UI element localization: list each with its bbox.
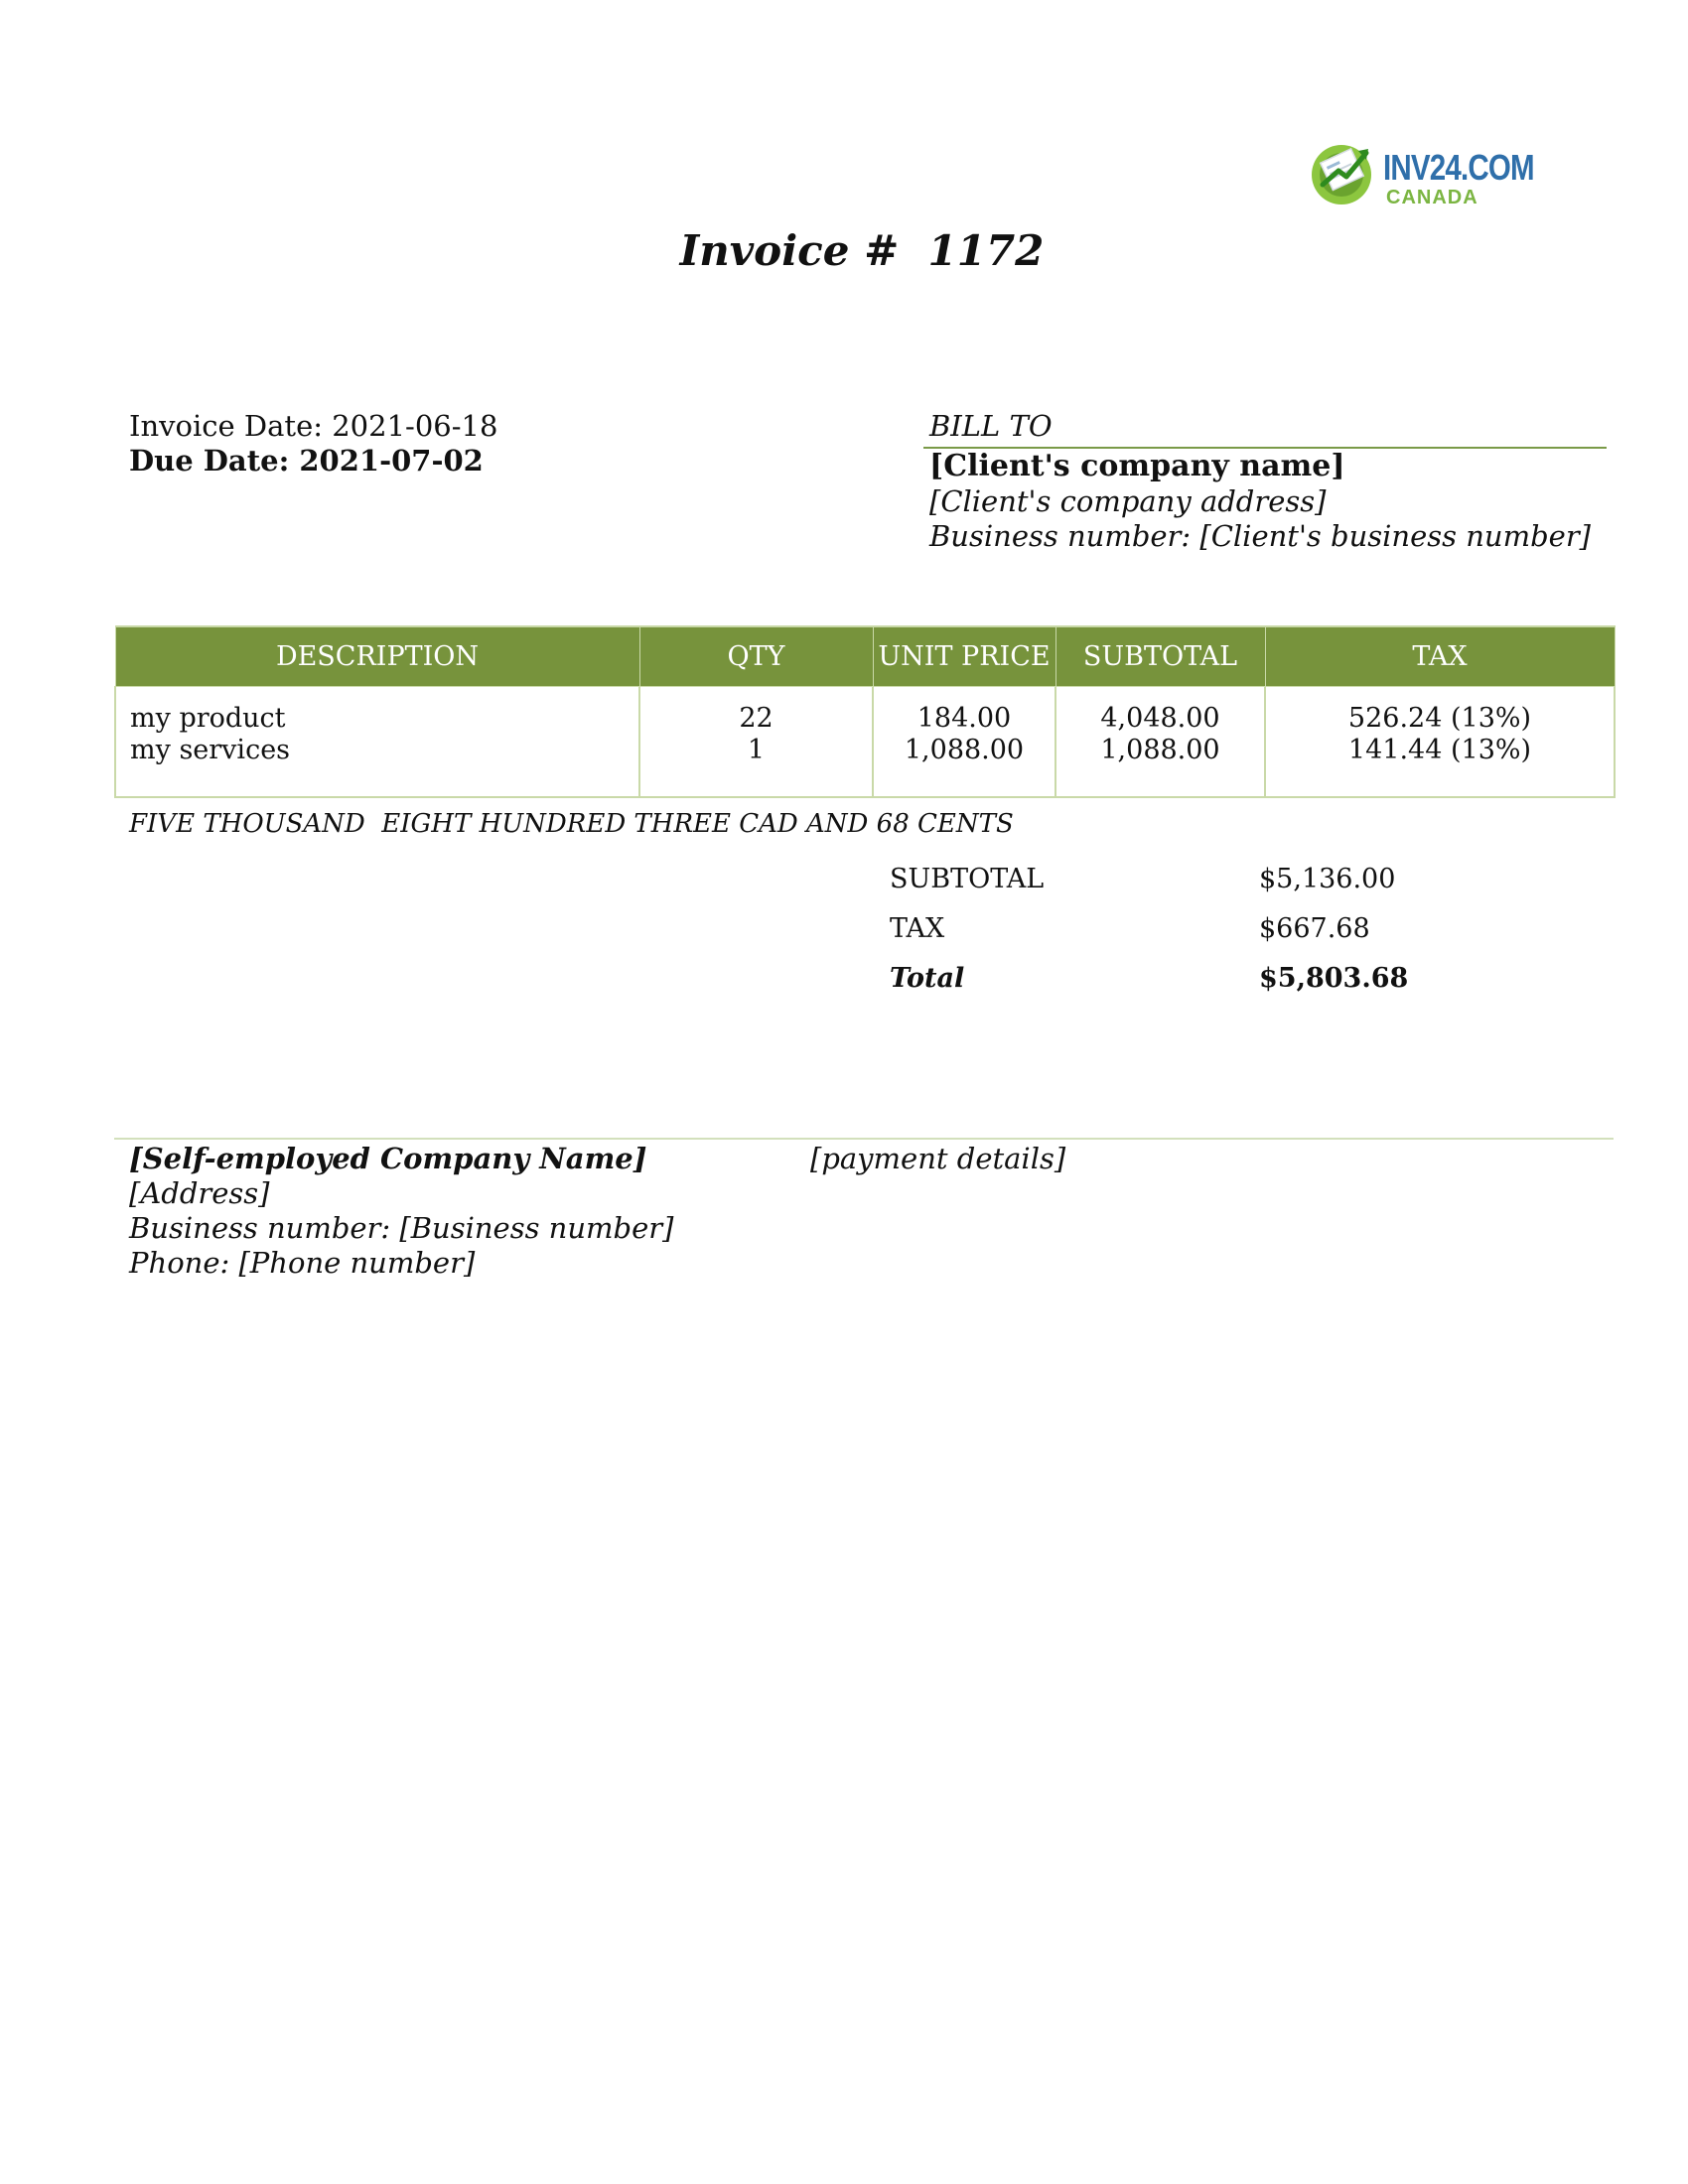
company-logo — [1309, 135, 1534, 214]
tax-value: $667.68 — [1259, 913, 1370, 944]
total-label: Total — [890, 963, 965, 994]
table-row — [115, 687, 1615, 798]
subtotal-cell — [1055, 687, 1265, 798]
line-items-table — [114, 625, 1616, 798]
column-header-subtotal: SUBTOTAL — [1055, 626, 1265, 687]
client-company-address: [Client's company address] — [929, 484, 1327, 518]
table-header-row — [115, 626, 1615, 687]
amount-in-words: FIVE THOUSAND EIGHT HUNDRED THREE CAD AND 68 CENTS — [129, 809, 1014, 839]
item-unit-price: 184.00 — [916, 703, 1012, 734]
item-tax: 526.24 (13%) — [1347, 703, 1532, 734]
seller-address: [Address] — [129, 1176, 270, 1210]
item-unit-price: 1,088.00 — [904, 735, 1025, 765]
logo-main-text: INV24.COM — [1383, 147, 1534, 188]
payment-details: [payment details] — [810, 1142, 1066, 1175]
due-date: Due Date: 2021-07-02 — [129, 444, 484, 478]
column-header-description: DESCRIPTION — [115, 626, 639, 687]
item-description: my product — [130, 703, 286, 734]
footer-divider — [114, 1138, 1614, 1140]
column-header-qty: QTY — [639, 626, 873, 687]
item-subtotal: 1,088.00 — [1100, 735, 1220, 765]
column-header-unit-price: UNIT PRICE — [873, 626, 1055, 687]
seller-company-name: [Self-employed Company Name] — [129, 1142, 647, 1175]
total-value: $5,803.68 — [1259, 963, 1409, 994]
client-business-number: Business number: [Client's business number] — [929, 519, 1591, 553]
item-subtotal: 4,048.00 — [1100, 703, 1220, 734]
client-company-name: [Client's company name] — [929, 449, 1345, 483]
invoice-growth-arrow-icon — [1309, 135, 1380, 206]
subtotal-label: SUBTOTAL — [890, 864, 1045, 894]
item-qty: 22 — [739, 703, 774, 734]
subtotal-value: $5,136.00 — [1259, 864, 1396, 894]
invoice-title: Invoice # 1172 — [679, 226, 1045, 275]
invoice-date: Invoice Date: 2021-06-18 — [129, 409, 498, 443]
bill-to-label: BILL TO — [929, 409, 1053, 443]
description-cell — [115, 687, 639, 798]
item-tax: 141.44 (13%) — [1347, 735, 1532, 765]
unit-price-cell — [873, 687, 1055, 798]
item-description: my services — [130, 735, 291, 765]
tax-cell — [1265, 687, 1615, 798]
seller-phone: Phone: [Phone number] — [129, 1246, 476, 1280]
tax-label: TAX — [890, 913, 945, 944]
column-header-tax: TAX — [1265, 626, 1615, 687]
logo-sub-text: CANADA — [1386, 187, 1478, 208]
seller-business-number: Business number: [Business number] — [129, 1211, 674, 1245]
item-qty: 1 — [747, 735, 766, 765]
qty-cell — [639, 687, 873, 798]
